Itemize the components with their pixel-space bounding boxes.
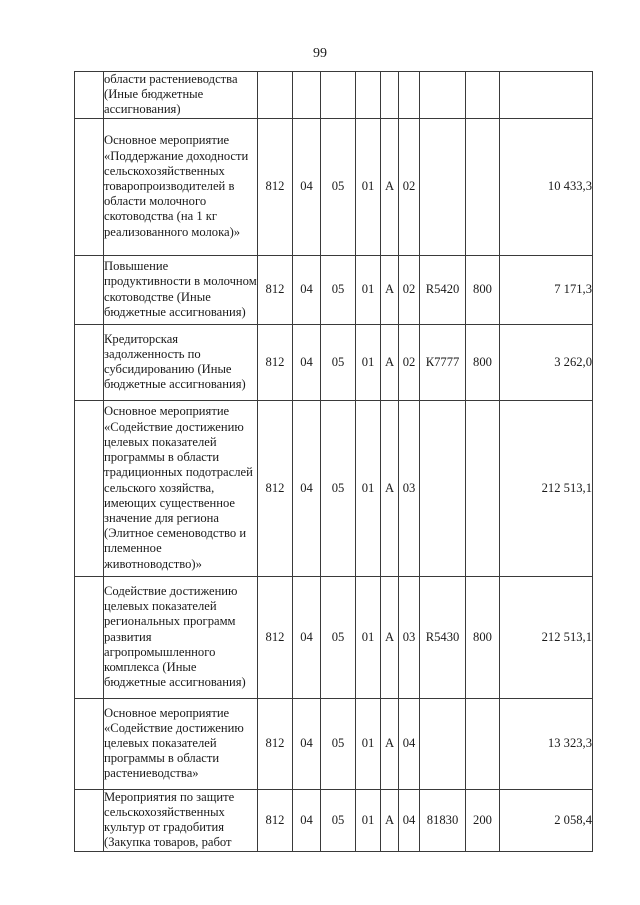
amount: 13 323,3 — [500, 698, 593, 789]
program-code — [356, 72, 381, 119]
grbs-code: 812 — [258, 400, 293, 576]
direction-code: 81830 — [420, 789, 466, 851]
direction-code: R5430 — [420, 576, 466, 698]
blank-cell — [75, 698, 104, 789]
subprogram-code: А — [381, 400, 399, 576]
subprogram-code: А — [381, 255, 399, 324]
expense-type-code — [466, 118, 500, 255]
blank-cell — [75, 72, 104, 119]
program-code: 01 — [356, 118, 381, 255]
table-row — [75, 400, 593, 576]
row-name: Основное мероприятие «Содействие достижению целевых показателей программы в области традиционных подотраслей сельского хозяйства, имеющих существенное значение для региона (Элитное семеноводство и племенное животноводство)» — [104, 400, 258, 576]
blank-cell — [75, 255, 104, 324]
amount: 212 513,1 — [500, 576, 593, 698]
activity-code: 03 — [399, 576, 420, 698]
amount: 7 171,3 — [500, 255, 593, 324]
amount: 2 058,4 — [500, 789, 593, 851]
subsection-code: 05 — [321, 324, 356, 400]
program-code: 01 — [356, 576, 381, 698]
grbs-code — [258, 72, 293, 119]
program-code: 01 — [356, 255, 381, 324]
expense-type-code — [466, 72, 500, 119]
direction-code: К7777 — [420, 324, 466, 400]
amount — [500, 72, 593, 119]
table-row — [75, 698, 593, 789]
expense-type-code — [466, 698, 500, 789]
subprogram-code: А — [381, 118, 399, 255]
expense-type-code: 800 — [466, 255, 500, 324]
section-code: 04 — [293, 255, 321, 324]
subprogram-code: А — [381, 576, 399, 698]
amount: 212 513,1 — [500, 400, 593, 576]
table-row — [75, 72, 593, 119]
row-name: Основное мероприятие «Поддержание доходности сельскохозяйственных товаропроизводителей в области молочного скотоводства (на 1 кг реализованного молока)» — [104, 118, 258, 255]
section-code: 04 — [293, 324, 321, 400]
expense-type-code: 200 — [466, 789, 500, 851]
program-code: 01 — [356, 400, 381, 576]
grbs-code: 812 — [258, 698, 293, 789]
section-code: 04 — [293, 118, 321, 255]
row-name: Кредиторская задолженность по субсидированию (Иные бюджетные ассигнования) — [104, 324, 258, 400]
subprogram-code: А — [381, 324, 399, 400]
direction-code — [420, 400, 466, 576]
program-code: 01 — [356, 698, 381, 789]
subprogram-code — [381, 72, 399, 119]
activity-code: 04 — [399, 698, 420, 789]
activity-code — [399, 72, 420, 119]
activity-code: 03 — [399, 400, 420, 576]
program-code: 01 — [356, 324, 381, 400]
expense-type-code: 800 — [466, 324, 500, 400]
table-row — [75, 324, 593, 400]
section-code: 04 — [293, 789, 321, 851]
blank-cell — [75, 324, 104, 400]
blank-cell — [75, 400, 104, 576]
activity-code: 02 — [399, 255, 420, 324]
subprogram-code: А — [381, 789, 399, 851]
table-row — [75, 576, 593, 698]
amount: 3 262,0 — [500, 324, 593, 400]
page-number: 99 — [313, 46, 327, 61]
subsection-code: 05 — [321, 698, 356, 789]
blank-cell — [75, 576, 104, 698]
section-code — [293, 72, 321, 119]
table-row — [75, 789, 593, 851]
row-name: Основное мероприятие «Содействие достижению целевых показателей программы в области растениеводства» — [104, 698, 258, 789]
direction-code — [420, 72, 466, 119]
subsection-code: 05 — [321, 255, 356, 324]
row-name: области растениеводства (Иные бюджетные ассигнования) — [104, 72, 258, 119]
section-code: 04 — [293, 400, 321, 576]
grbs-code: 812 — [258, 255, 293, 324]
expense-type-code — [466, 400, 500, 576]
grbs-code: 812 — [258, 576, 293, 698]
blank-cell — [75, 118, 104, 255]
subsection-code: 05 — [321, 400, 356, 576]
program-code: 01 — [356, 789, 381, 851]
blank-cell — [75, 789, 104, 851]
expense-type-code: 800 — [466, 576, 500, 698]
budget-table — [74, 71, 593, 852]
subsection-code: 05 — [321, 576, 356, 698]
amount: 10 433,3 — [500, 118, 593, 255]
direction-code — [420, 698, 466, 789]
section-code: 04 — [293, 576, 321, 698]
section-code: 04 — [293, 698, 321, 789]
activity-code: 04 — [399, 789, 420, 851]
grbs-code: 812 — [258, 324, 293, 400]
grbs-code: 812 — [258, 118, 293, 255]
subsection-code: 05 — [321, 789, 356, 851]
subprogram-code: А — [381, 698, 399, 789]
subsection-code — [321, 72, 356, 119]
table-row — [75, 255, 593, 324]
grbs-code: 812 — [258, 789, 293, 851]
subsection-code: 05 — [321, 118, 356, 255]
table-row — [75, 118, 593, 255]
direction-code: R5420 — [420, 255, 466, 324]
direction-code — [420, 118, 466, 255]
row-name: Повышение продуктивности в молочном скотоводстве (Иные бюджетные ассигнования) — [104, 255, 258, 324]
row-name: Мероприятия по защите сельскохозяйственных культур от градобития (Закупка товаров, работ — [104, 789, 258, 851]
activity-code: 02 — [399, 324, 420, 400]
row-name: Содействие достижению целевых показателей региональных программ развития агропромышленного комплекса (Иные бюджетные ассигнования) — [104, 576, 258, 698]
activity-code: 02 — [399, 118, 420, 255]
